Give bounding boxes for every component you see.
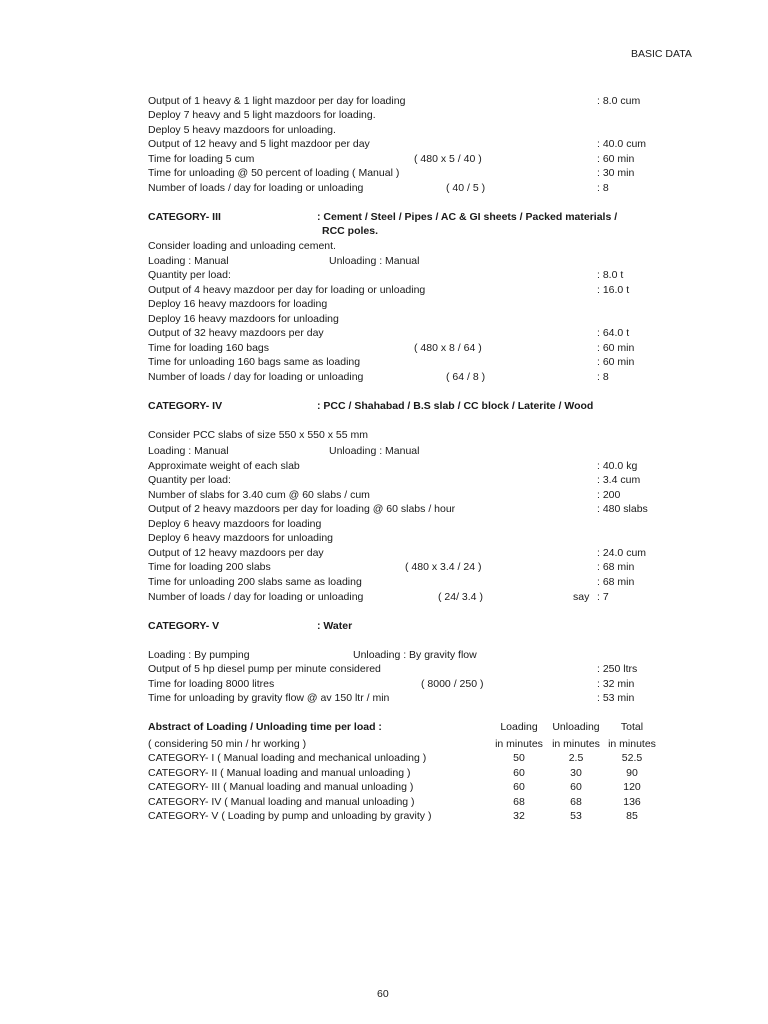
abstract-subheader-row [0, 737, 768, 751]
text-row [0, 531, 768, 545]
text-line: Number of loads / day for loading or unloading [148, 371, 364, 383]
text-row [0, 152, 768, 166]
value-text: : 68 min [597, 576, 635, 588]
text-row [0, 181, 768, 195]
unloading-cell: 60 [570, 781, 582, 793]
text-row [0, 355, 768, 369]
formula-text: ( 480 x 5 / 40 ) [414, 153, 482, 165]
text-row [0, 575, 768, 589]
value-text: : 60 min [597, 153, 635, 165]
category-label: CATEGORY- IV [148, 400, 223, 412]
text-line: Loading : By pumping [148, 649, 250, 661]
row-label: CATEGORY- II ( Manual loading and manual unloading ) [148, 767, 411, 779]
unloading-cell: 68 [570, 796, 582, 808]
column-header: in minutes [552, 738, 600, 750]
say-text: say [573, 591, 590, 603]
text-line: Deploy 6 heavy mazdoors for loading [148, 518, 322, 530]
text-line: Time for unloading 160 bags same as loading [148, 356, 361, 368]
text-line: Quantity per load: [148, 269, 231, 281]
text-line: Output of 12 heavy and 5 light mazdoor per day [148, 138, 370, 150]
value-text: : 8.0 t [597, 269, 624, 281]
text-row [0, 648, 768, 662]
value-text: : 53 min [597, 692, 635, 704]
text-row [0, 560, 768, 574]
text-line: Deploy 16 heavy mazdoors for loading [148, 298, 328, 310]
text-line: Number of loads / day for loading or unloading [148, 591, 364, 603]
text-row [0, 239, 768, 253]
text-line: Output of 1 heavy & 1 light mazdoor per day for loading [148, 95, 406, 107]
text-line: Number of loads / day for loading or unloading [148, 182, 364, 194]
text-row [0, 590, 768, 604]
text-line: Time for loading 160 bags [148, 342, 270, 354]
unloading-cell: 53 [570, 810, 582, 822]
text-row [0, 224, 768, 238]
text-row [0, 428, 768, 442]
abstract-title: Abstract of Loading / Unloading time per load : [148, 721, 382, 733]
table-row [0, 751, 768, 765]
table-row [0, 766, 768, 780]
value-text: : 8 [597, 182, 609, 194]
loading-cell: 50 [513, 752, 525, 764]
value-text: : 200 [597, 489, 621, 501]
total-cell: 90 [626, 767, 638, 779]
formula-text: ( 480 x 3.4 / 24 ) [405, 561, 482, 573]
text-line: Time for unloading @ 50 percent of loading ( Manual ) [148, 167, 400, 179]
text-line: Output of 5 hp diesel pump per minute considered [148, 663, 381, 675]
formula-text: ( 480 x 8 / 64 ) [414, 342, 482, 354]
text-row [0, 94, 768, 108]
text-line: Time for loading 5 cum [148, 153, 255, 165]
text-line: Unloading : Manual [329, 445, 420, 457]
text-row [0, 370, 768, 384]
text-row [0, 341, 768, 355]
text-line: Time for loading 200 slabs [148, 561, 271, 573]
text-row [0, 254, 768, 268]
value-text: : 8 [597, 371, 609, 383]
unloading-cell: 2.5 [568, 752, 584, 764]
row-label: CATEGORY- V ( Loading by pump and unloading by gravity ) [148, 810, 432, 822]
text-line: Loading : Manual [148, 445, 229, 457]
column-header: Loading [500, 721, 538, 733]
text-row [0, 459, 768, 473]
text-line: Time for unloading by gravity flow @ av 150 ltr / min [148, 692, 390, 704]
text-row [0, 283, 768, 297]
text-line: Deploy 5 heavy mazdoors for unloading. [148, 124, 336, 136]
text-row [0, 444, 768, 458]
table-row [0, 809, 768, 823]
loading-cell: 60 [513, 781, 525, 793]
formula-text: ( 24/ 3.4 ) [438, 591, 483, 603]
abstract-subtitle: ( considering 50 min / hr working ) [148, 738, 307, 750]
text-row [0, 166, 768, 180]
abstract-header-row [0, 720, 768, 734]
text-row [0, 312, 768, 326]
text-line: Deploy 6 heavy mazdoors for unloading [148, 532, 334, 544]
page-header: BASIC DATA [631, 48, 692, 60]
formula-text: ( 40 / 5 ) [446, 182, 486, 194]
value-text: : 250 ltrs [597, 663, 638, 675]
category-heading [0, 619, 768, 633]
text-row [0, 326, 768, 340]
value-text: : 480 slabs [597, 503, 648, 515]
category-label: CATEGORY- III [148, 211, 221, 223]
text-row [0, 108, 768, 122]
text-row [0, 677, 768, 691]
text-line: Output of 12 heavy mazdoors per day [148, 547, 324, 559]
value-text: : 8.0 cum [597, 95, 641, 107]
text-line: Unloading : By gravity flow [353, 649, 477, 661]
page-number: 60 [377, 988, 389, 1000]
loading-cell: 68 [513, 796, 525, 808]
total-cell: 52.5 [621, 752, 643, 764]
category-heading [0, 399, 768, 413]
value-text: : 60 min [597, 356, 635, 368]
table-row [0, 780, 768, 794]
value-text: : 24.0 cum [597, 547, 647, 559]
text-row [0, 297, 768, 311]
value-text: : 60 min [597, 342, 635, 354]
value-text: : 40.0 cum [597, 138, 647, 150]
loading-cell: 32 [513, 810, 525, 822]
table-row [0, 795, 768, 809]
row-label: CATEGORY- IV ( Manual loading and manual unloading ) [148, 796, 415, 808]
total-cell: 120 [623, 781, 641, 793]
text-row [0, 662, 768, 676]
text-row [0, 546, 768, 560]
text-line: Approximate weight of each slab [148, 460, 300, 472]
formula-text: ( 64 / 8 ) [446, 371, 486, 383]
text-line: Consider loading and unloading cement. [148, 240, 336, 252]
category-heading [0, 210, 768, 224]
text-line: Quantity per load: [148, 474, 231, 486]
text-line: Number of slabs for 3.40 cum @ 60 slabs / cum [148, 489, 370, 501]
loading-cell: 60 [513, 767, 525, 779]
category-description: : Cement / Steel / Pipes / AC & GI sheets / Packed materials / [317, 211, 618, 223]
text-row [0, 473, 768, 487]
value-text: : 68 min [597, 561, 635, 573]
category-description: : PCC / Shahabad / B.S slab / CC block / Laterite / Wood [317, 400, 594, 412]
text-line: Output of 4 heavy mazdoor per day for loading or unloading [148, 284, 426, 296]
value-text: : 7 [597, 591, 609, 603]
total-cell: 85 [626, 810, 638, 822]
text-line: Time for unloading 200 slabs same as loading [148, 576, 362, 588]
row-label: CATEGORY- I ( Manual loading and mechanical unloading ) [148, 752, 427, 764]
text-row [0, 123, 768, 137]
value-text: : 16.0 t [597, 284, 630, 296]
text-row [0, 488, 768, 502]
category-description: RCC poles. [322, 225, 379, 237]
value-text: : 40.0 kg [597, 460, 638, 472]
text-line: Time for loading 8000 litres [148, 678, 275, 690]
value-text: : 64.0 t [597, 327, 630, 339]
text-row [0, 137, 768, 151]
text-line: Deploy 7 heavy and 5 light mazdoors for loading. [148, 109, 376, 121]
text-row [0, 691, 768, 705]
category-label: CATEGORY- V [148, 620, 220, 632]
column-header: Total [620, 721, 644, 733]
formula-text: ( 8000 / 250 ) [421, 678, 484, 690]
unloading-cell: 30 [570, 767, 582, 779]
text-line: Deploy 16 heavy mazdoors for unloading [148, 313, 339, 325]
column-header: in minutes [495, 738, 543, 750]
text-line: Output of 2 heavy mazdoors per day for loading @ 60 slabs / hour [148, 503, 456, 515]
row-label: CATEGORY- III ( Manual loading and manual unloading ) [148, 781, 414, 793]
text-row [0, 268, 768, 282]
text-line: Consider PCC slabs of size 550 x 550 x 55 mm [148, 429, 369, 441]
value-text: : 30 min [597, 167, 635, 179]
text-row [0, 517, 768, 531]
value-text: : 3.4 cum [597, 474, 641, 486]
total-cell: 136 [623, 796, 641, 808]
column-header: Unloading [552, 721, 600, 733]
value-text: : 32 min [597, 678, 635, 690]
category-description: : Water [317, 620, 353, 632]
column-header: in minutes [608, 738, 656, 750]
text-line: Output of 32 heavy mazdoors per day [148, 327, 324, 339]
text-row [0, 502, 768, 516]
text-line: Loading : Manual [148, 255, 229, 267]
text-line: Unloading : Manual [329, 255, 420, 267]
